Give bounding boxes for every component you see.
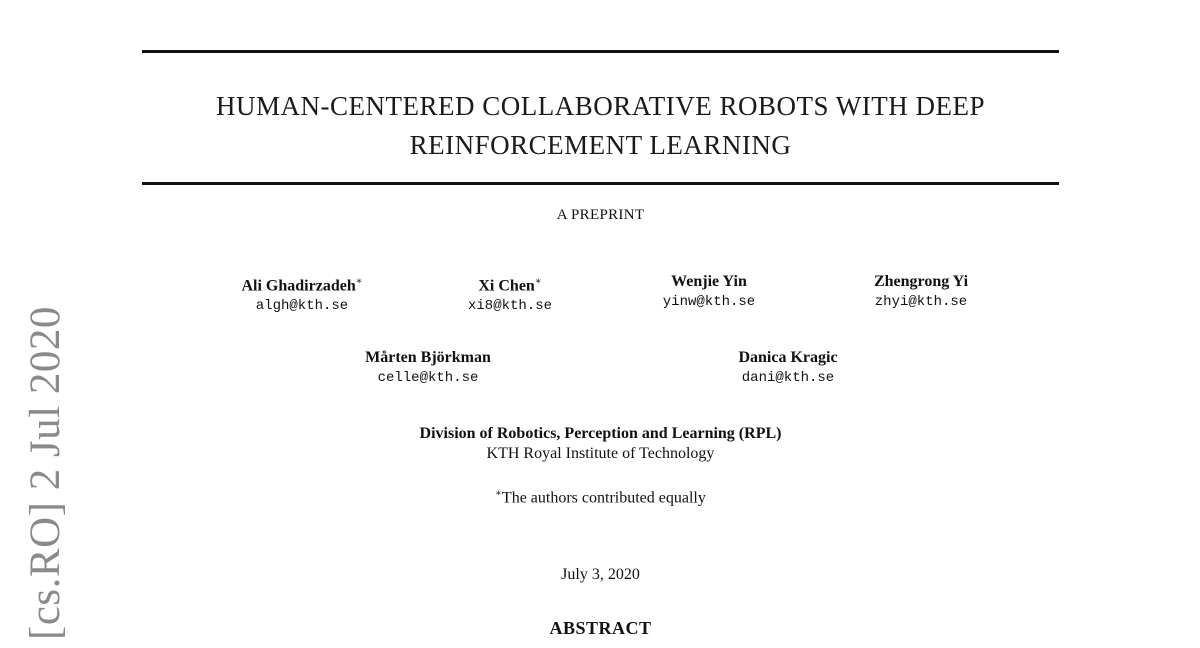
abstract-heading: ABSTRACT [549,618,652,638]
author-block [599,272,819,312]
author-name: Mårten Björkman [365,349,491,366]
equal-contribution-note: ∗The authors contributed equally [495,488,706,507]
author-email[interactable]: xi8@kth.se [467,298,552,315]
affiliation-institute: KTH Royal Institute of Technology [486,445,715,462]
paper-title-line-2: REINFORCEMENT LEARNING [409,130,792,160]
affiliation-division: Division of Robotics, Perception and Learning (RPL) [419,425,782,442]
author-block [400,272,620,316]
author-name: Danica Kragic [738,349,838,366]
author-email[interactable]: celle@kth.se [377,370,479,386]
author-name: Zhengrong Yi [873,273,969,290]
arxiv-side-stamp: [cs.RO] 2 Jul 2020 [22,306,69,640]
top-rule [142,50,1059,53]
author-email[interactable]: algh@kth.se [255,298,349,315]
author-block [192,272,412,316]
author-block [318,348,538,388]
paper-title-line-1: HUMAN-CENTERED COLLABORATIVE ROBOTS WITH DEEP [216,91,985,121]
paper-date: July 3, 2020 [561,566,640,583]
author-block [811,272,1031,312]
bottom-rule [142,182,1059,185]
author-name: Wenjie Yin [671,273,747,290]
author-email[interactable]: zhyi@kth.se [874,294,968,310]
author-email[interactable]: yinw@kth.se [662,294,756,310]
author-name: Ali Ghadirzadeh∗ [241,276,363,295]
author-block [678,348,898,388]
author-email[interactable]: dani@kth.se [741,370,835,386]
preprint-label: A PREPRINT [556,207,645,223]
author-name: Xi Chen∗ [478,276,542,295]
